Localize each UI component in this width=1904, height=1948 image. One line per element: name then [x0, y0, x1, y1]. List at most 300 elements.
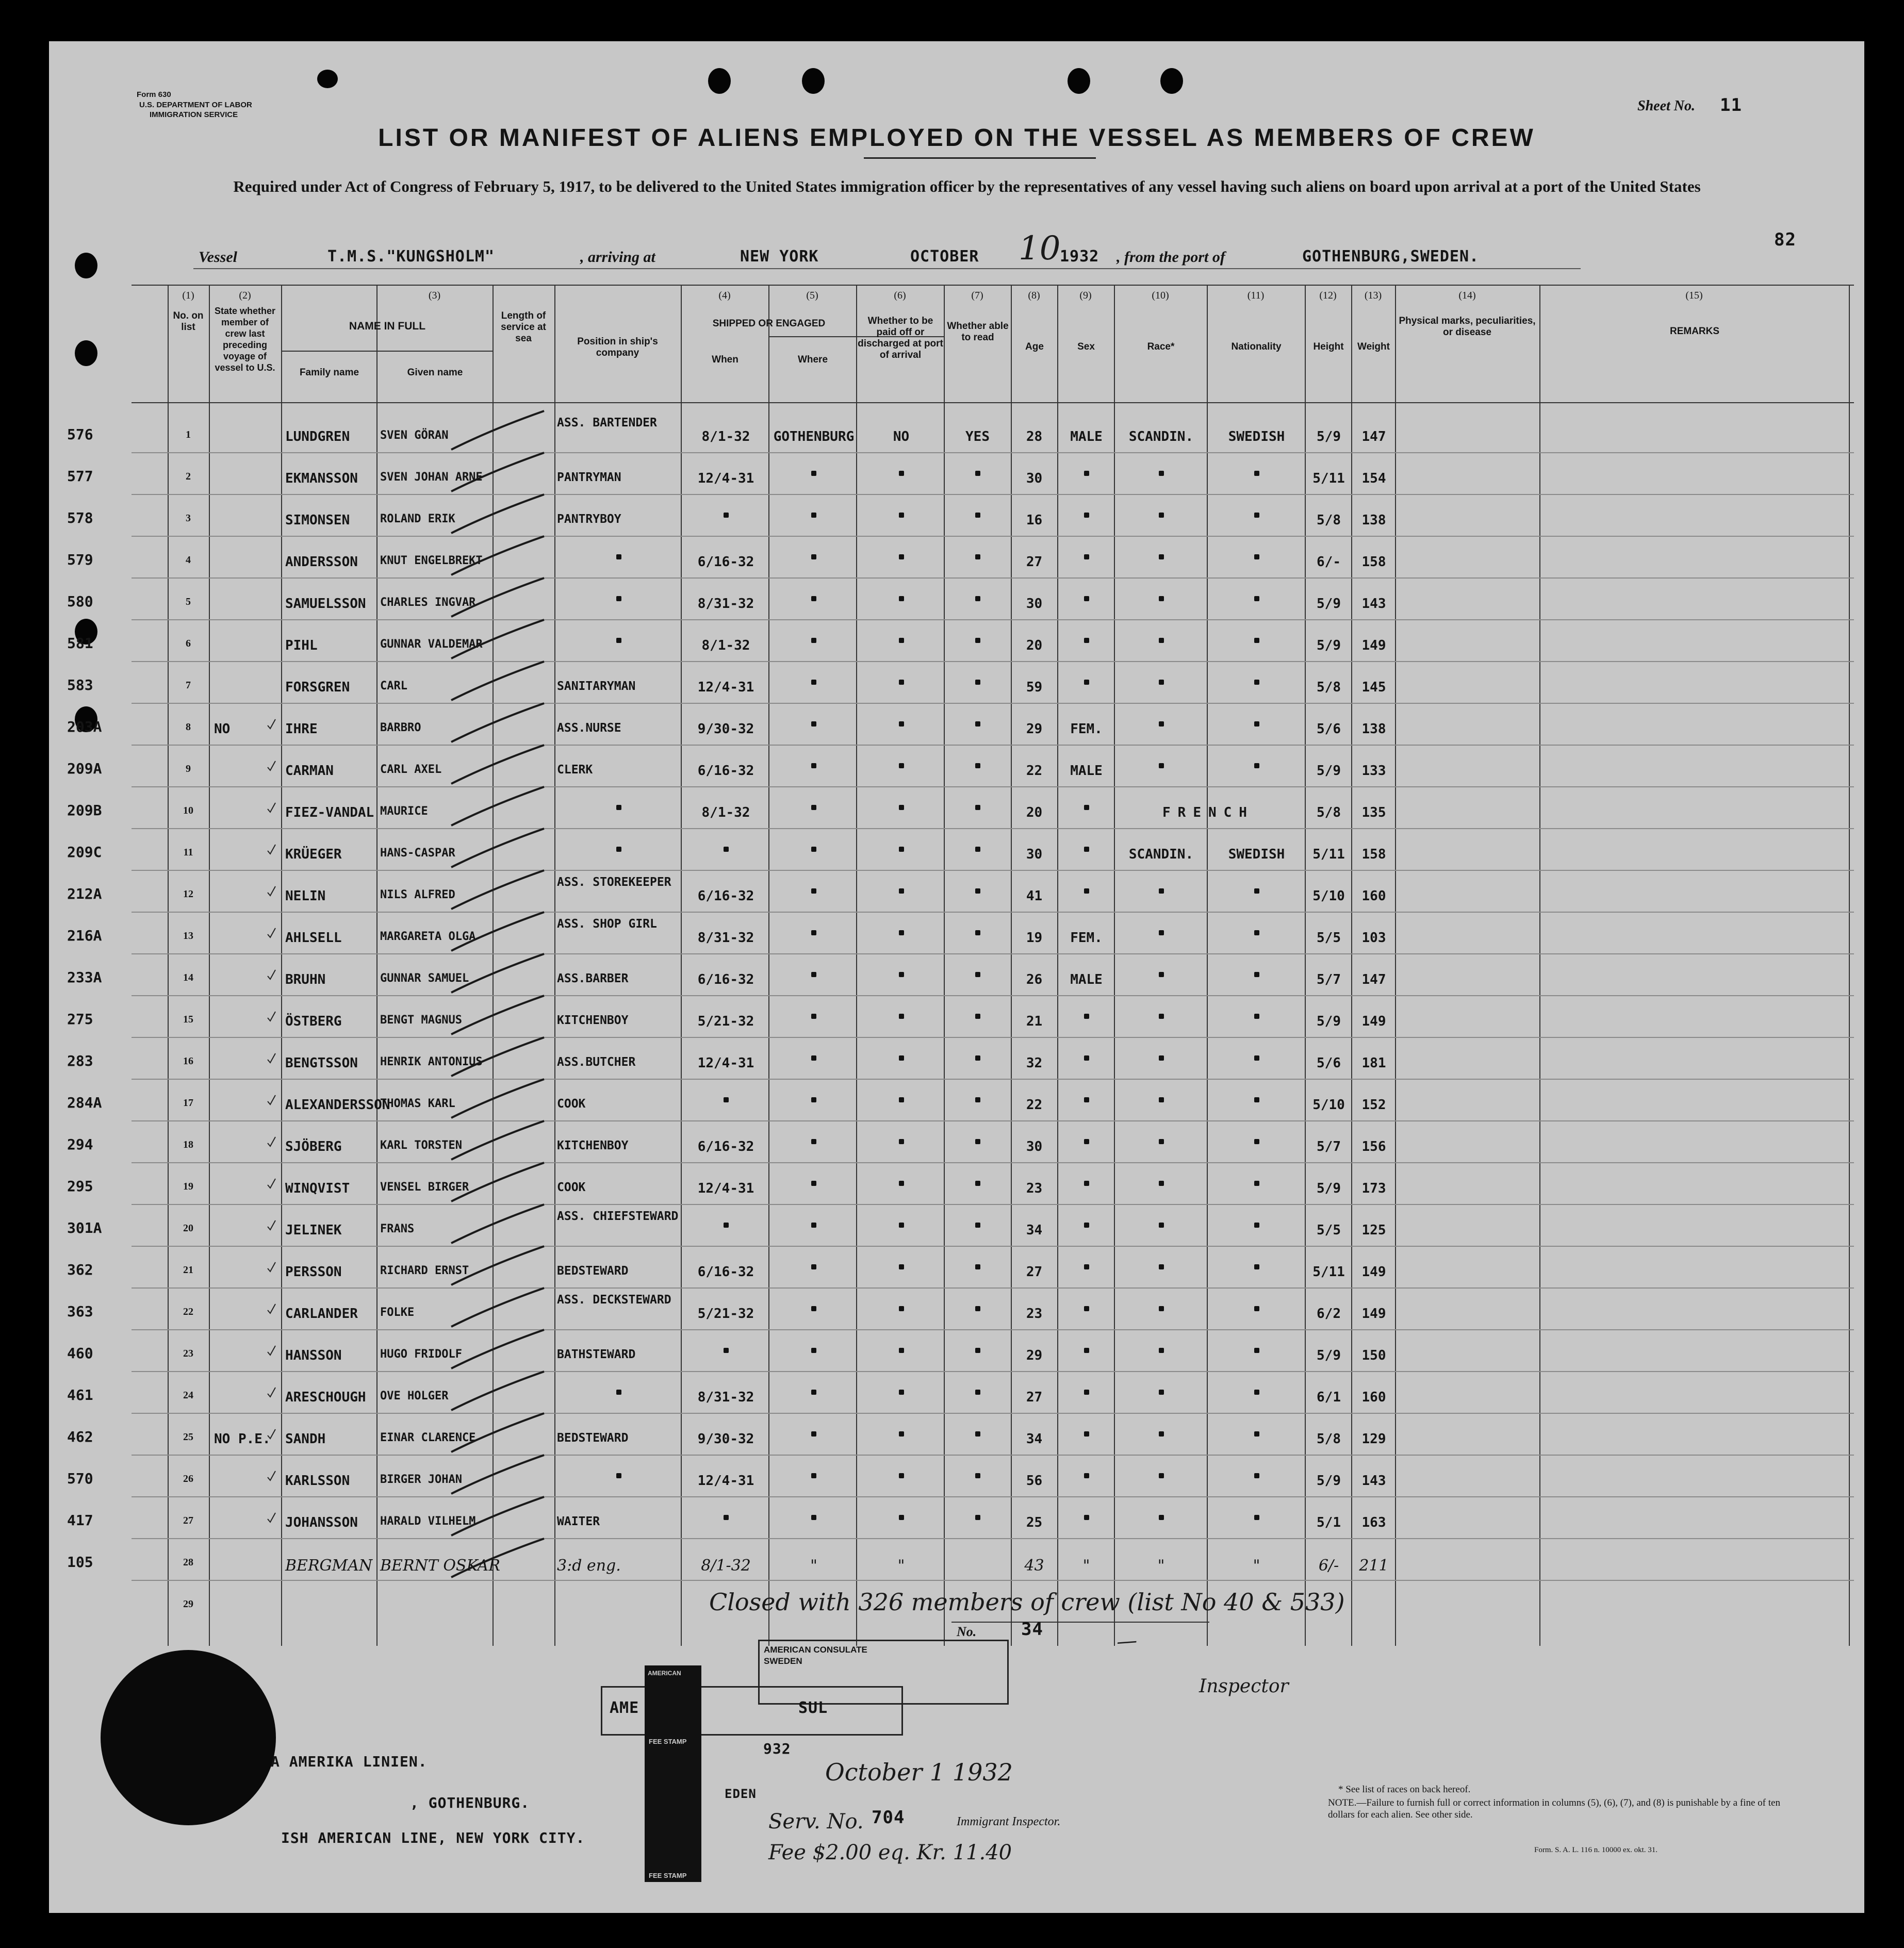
cell-when: 9/30-32: [697, 1431, 754, 1447]
cell-given: ROLAND ERIK: [380, 513, 455, 525]
cell-weight: 158: [1361, 554, 1386, 570]
table-row: [67, 1416, 1854, 1458]
ditto-mark: [811, 1431, 816, 1437]
cell-no: 28: [183, 1557, 193, 1568]
cell-height: 5/7: [1317, 1139, 1341, 1154]
cell-no: 1: [186, 429, 191, 440]
ditto-mark: [975, 1055, 980, 1061]
ditto-mark: [1254, 972, 1259, 977]
ditto-mark: [975, 1390, 980, 1395]
cell-no: 5: [186, 596, 191, 607]
ditto-mark: [975, 763, 980, 768]
cell-family: SJÖBERG: [285, 1139, 342, 1154]
check-stroke: [446, 1411, 549, 1457]
ditto-mark: [811, 930, 816, 935]
check-stroke: [446, 492, 549, 538]
cell-weight: 173: [1361, 1181, 1386, 1196]
check-stroke: [446, 910, 549, 956]
cell-race: SCANDIN.: [1128, 429, 1194, 444]
cell-age: 19: [1026, 930, 1043, 946]
table-row: [67, 414, 1854, 455]
col-head-shipped: SHIPPED OR ENGAGED: [712, 318, 826, 329]
page-number: 82: [1774, 229, 1796, 250]
cell-age: 27: [1026, 554, 1043, 570]
cell-position: KITCHENBOY: [557, 1014, 629, 1027]
fee-note: Fee $2.00 eq. Kr. 11.40: [768, 1841, 1012, 1864]
cell-height: 5/9: [1317, 1473, 1341, 1489]
check-stroke: [446, 1369, 549, 1415]
vessel-line-rule: [193, 268, 1581, 269]
cell-when: 8/31-32: [697, 596, 754, 612]
cell-height: 5/8: [1317, 1431, 1341, 1447]
cell-family: FIEZ-VANDAL: [285, 805, 374, 820]
entry-reference-number: 301A: [67, 1219, 102, 1236]
cell-sex: FEM.: [1070, 930, 1103, 946]
ditto-mark: [1159, 596, 1164, 601]
ditto-mark: [899, 721, 904, 727]
cell-when: 12/4-31: [697, 680, 754, 695]
cell-age: 34: [1026, 1223, 1043, 1238]
sheet-number: 11: [1720, 95, 1742, 115]
entry-reference-number: 209A: [67, 760, 102, 777]
ditto-mark: [811, 638, 816, 643]
ditto-mark: [1254, 1139, 1259, 1144]
cell-sex: MALE: [1070, 763, 1103, 779]
cell-position: ASS.NURSE: [557, 721, 621, 735]
arrival-day: 10: [1019, 229, 1061, 268]
table-row: [67, 998, 1854, 1040]
cell-position: ASS. DECKSTEWARD: [557, 1293, 671, 1307]
cell-weight: 125: [1361, 1223, 1386, 1238]
cell-given: SVEN GÖRAN: [380, 429, 449, 442]
check-mark: [267, 1386, 277, 1399]
col-num-1: (1): [182, 290, 194, 301]
ditto-mark: [1159, 638, 1164, 643]
ditto-mark: [724, 1097, 729, 1102]
ditto-mark: [1159, 513, 1164, 518]
cell-when: 8/1-32: [701, 1557, 751, 1575]
cell-no: 20: [183, 1223, 193, 1234]
entry-reference-number: 579: [67, 551, 93, 568]
crew-table: [67, 285, 1854, 1646]
table-row: [67, 1374, 1854, 1416]
cell-given: VENSEL BIRGER: [380, 1181, 469, 1194]
cell-height: 5/11: [1312, 847, 1345, 862]
check-stroke: [446, 1118, 549, 1165]
col-num-11: (11): [1247, 290, 1265, 301]
cell-no: 16: [183, 1055, 193, 1067]
cell-given: HANS-CASPAR: [380, 847, 455, 860]
ditto-mark: [1084, 1139, 1089, 1144]
cell-given: HARALD VILHELM: [380, 1515, 476, 1528]
table-row: [67, 581, 1854, 622]
cell-age: 23: [1026, 1181, 1043, 1196]
ditto-mark: [1159, 1097, 1164, 1102]
entry-reference-number: 203A: [67, 718, 102, 735]
cell-family: BENGTSSON: [285, 1055, 358, 1071]
cell-when: 12/4-31: [697, 471, 754, 486]
ditto-mark: [1159, 1264, 1164, 1269]
check-stroke: [446, 1494, 549, 1541]
ditto-mark: [975, 721, 980, 727]
cell-weight: 149: [1361, 1264, 1386, 1280]
cell-age: 27: [1026, 1264, 1043, 1280]
cell-height: 6/1: [1317, 1390, 1341, 1405]
ditto-mark: [975, 1515, 980, 1520]
vessel-label: Vessel: [199, 249, 237, 266]
ditto-mark: [975, 1348, 980, 1353]
cell-position: ASS. CHIEFSTEWARD: [557, 1210, 679, 1223]
cell-age: 20: [1026, 805, 1043, 820]
col-num-14: (14): [1458, 290, 1476, 301]
ditto-mark: [724, 847, 729, 852]
entry-reference-number: 581: [67, 635, 93, 652]
ditto-mark: [811, 847, 816, 852]
cell-when: 12/4-31: [697, 1473, 754, 1489]
cell-age: 21: [1026, 1014, 1043, 1029]
ditto-mark: [1084, 1264, 1089, 1269]
cell-weight: 133: [1361, 763, 1386, 779]
cell-age: 20: [1026, 638, 1043, 653]
cell-height: 6/-: [1317, 554, 1341, 570]
table-row: [67, 789, 1854, 831]
cell-position: PANTRYBOY: [557, 513, 621, 526]
cell-when: 6/16-32: [697, 1264, 754, 1280]
cell-height: 5/9: [1317, 429, 1341, 444]
ditto-mark: [1084, 847, 1089, 852]
fee-stamp-label-2: FEE STAMP: [649, 1872, 687, 1879]
table-row: [67, 1124, 1854, 1165]
consulate-name: AMERICAN CONSULATE: [764, 1645, 867, 1655]
closing-note: Closed with 326 members of crew (list No 40 & 533): [709, 1588, 1345, 1616]
ditto-mark: [1084, 1097, 1089, 1102]
cell-given: SVEN JOHAN ARNE: [380, 471, 483, 484]
ditto-mark: [975, 1223, 980, 1228]
table-row: [67, 664, 1854, 706]
cell-family: SAMUELSSON: [285, 596, 366, 612]
cell-position: ASS. BARTENDER: [557, 416, 657, 430]
cell-no: 4: [186, 554, 191, 566]
cell-family: BRUHN: [285, 972, 326, 987]
cell-given: GUNNAR VALDEMAR: [380, 638, 483, 651]
table-row: [67, 1040, 1854, 1082]
cell-position: ASS.BUTCHER: [557, 1055, 636, 1069]
col-head-race: Race*: [1147, 341, 1175, 352]
col-head-paid-off: Whether to be paid off or discharged at port of arrival: [858, 316, 943, 360]
ditto-mark: [1254, 1348, 1259, 1353]
check-mark: [267, 1470, 277, 1482]
ditto-mark: [1084, 888, 1089, 894]
ditto-mark: [975, 1264, 980, 1269]
entry-reference-number: 105: [67, 1554, 93, 1571]
cell-no: 8: [186, 721, 191, 733]
cell-position: BEDSTEWARD: [557, 1264, 629, 1278]
ditto-mark: [1254, 1014, 1259, 1019]
cell-sex: MALE: [1070, 972, 1103, 987]
cell-age: 26: [1026, 972, 1043, 987]
ditto-mark: [1254, 471, 1259, 476]
ditto-mark: [1254, 721, 1259, 727]
cell-family: WINQVIST: [285, 1181, 350, 1196]
ditto-mark: [811, 1264, 816, 1269]
title-underline: [864, 157, 1096, 159]
punch-hole: [1068, 68, 1090, 94]
list-number: 34: [1021, 1619, 1043, 1640]
list-number-label: No.: [957, 1624, 977, 1639]
cell-given: KNUT ENGELBREKT: [380, 554, 483, 567]
ditto-mark: [1254, 554, 1259, 559]
entry-reference-number: 209C: [67, 844, 102, 861]
table-row: [67, 1082, 1854, 1124]
table-row: [67, 873, 1854, 915]
from-label: , from the port of: [1117, 249, 1225, 266]
ditto-mark: [975, 1139, 980, 1144]
cell-family: PERSSON: [285, 1264, 342, 1280]
cell-weight: 160: [1361, 1390, 1386, 1405]
check-stroke: [446, 1202, 549, 1248]
cell-when: 8/1-32: [701, 429, 750, 444]
table-row: [67, 622, 1854, 664]
check-stroke: [446, 951, 549, 998]
ditto-mark: [899, 1264, 904, 1269]
check-stroke: [446, 534, 549, 580]
note-footnote: NOTE.—Failure to furnish full or correct information in columns (5), (6), (7), and (8) is punishable by a fine of ten dollars for each alien. See other side.: [1328, 1797, 1780, 1820]
cell-where: ": [810, 1557, 817, 1575]
check-stroke: [446, 450, 549, 497]
entry-reference-number: 362: [67, 1261, 93, 1278]
col-num-2: (2): [239, 290, 251, 301]
check-stroke: [446, 868, 549, 914]
ditto-mark: [975, 1014, 980, 1019]
company-line-1: A AMERIKA LINIEN.: [271, 1753, 428, 1770]
cell-position: SANITARYMAN: [557, 680, 636, 693]
cell-weight: 145: [1361, 680, 1386, 695]
ditto-mark: [1084, 1306, 1089, 1311]
ditto-mark: [1084, 1348, 1089, 1353]
cell-nat: ": [1253, 1557, 1260, 1575]
cell-age: 25: [1026, 1515, 1043, 1530]
ditto-mark: [975, 471, 980, 476]
cell-sex: MALE: [1070, 429, 1103, 444]
cell-weight: 129: [1361, 1431, 1386, 1447]
cell-given: BARBRO: [380, 721, 421, 734]
cell-age: 30: [1026, 1139, 1043, 1154]
ditto-mark: [1084, 1223, 1089, 1228]
ditto-mark: [899, 596, 904, 601]
cell-when: 8/31-32: [697, 1390, 754, 1405]
cell-when: 5/21-32: [697, 1014, 754, 1029]
cell-given: HENRIK ANTONIUS: [380, 1055, 483, 1068]
table-row: [67, 748, 1854, 789]
cell-no: 24: [183, 1390, 193, 1401]
cell-height: 5/8: [1317, 680, 1341, 695]
cell-no: 6: [186, 638, 191, 649]
ditto-mark: [811, 1139, 816, 1144]
ditto-mark: [1159, 972, 1164, 977]
table-row: [67, 497, 1854, 539]
check-stroke: [446, 1160, 549, 1207]
cell-family: CARMAN: [285, 763, 334, 779]
ditto-mark: [811, 1390, 816, 1395]
check-mark: [267, 1094, 277, 1107]
cell-age: 41: [1026, 888, 1043, 904]
col-num-15: (15): [1685, 290, 1703, 301]
cell-height: 5/8: [1317, 513, 1341, 528]
form-number: Form 630: [137, 90, 171, 99]
cell-height: 5/7: [1317, 972, 1341, 987]
ditto-mark: [811, 805, 816, 810]
cell-family: FORSGREN: [285, 680, 350, 695]
cell-position: ASS. SHOP GIRL: [557, 917, 657, 931]
cell-when: 6/16-32: [697, 972, 754, 987]
ditto-mark: [1254, 596, 1259, 601]
ditto-mark: [899, 763, 904, 768]
check-mark: [267, 1178, 277, 1190]
cell-weight: 147: [1361, 429, 1386, 444]
service-name: IMMIGRATION SERVICE: [150, 110, 238, 119]
table-row: [67, 1499, 1854, 1541]
check-stroke: [446, 659, 549, 705]
ditto-mark: [616, 554, 621, 559]
entry-reference-number: 461: [67, 1386, 93, 1404]
cell-height: 5/1: [1317, 1515, 1341, 1530]
col-head-service: Length of service at sea: [501, 310, 546, 344]
punch-hole: [802, 68, 825, 94]
ditto-mark: [975, 554, 980, 559]
cell-weight: 135: [1361, 805, 1386, 820]
sheet-label: Sheet No.: [1637, 98, 1695, 114]
entry-reference-number: 233A: [67, 969, 102, 986]
ditto-mark: [811, 1223, 816, 1228]
ditto-mark: [1159, 1473, 1164, 1478]
ditto-mark: [616, 1473, 621, 1478]
col-num-5: (5): [806, 290, 818, 301]
ditto-mark: [899, 1473, 904, 1478]
cell-no: 2: [186, 471, 191, 482]
cell-weight: 152: [1361, 1097, 1386, 1113]
punch-hole: [708, 68, 731, 94]
ditto-mark: [811, 1306, 816, 1311]
cell-age: 59: [1026, 680, 1043, 695]
cell-height: 5/5: [1317, 930, 1341, 946]
entry-reference-number: 363: [67, 1303, 93, 1320]
ditto-mark: [899, 1097, 904, 1102]
col-head-weight: Weight: [1357, 341, 1390, 352]
ditto-mark: [616, 638, 621, 643]
cell-weight: 103: [1361, 930, 1386, 946]
entry-reference-number: 580: [67, 593, 93, 610]
col-head-given: Given name: [407, 367, 463, 378]
cell-age: 29: [1026, 721, 1043, 737]
ditto-mark: [616, 1390, 621, 1395]
col-head-nationality: Nationality: [1231, 341, 1282, 352]
cell-given: BENGT MAGNUS: [380, 1014, 462, 1027]
cell-given: EINAR CLARENCE: [380, 1431, 476, 1444]
check-stroke: [446, 408, 549, 455]
col-head-family: Family name: [299, 367, 359, 378]
entry-reference-number: 583: [67, 676, 93, 694]
cell-weight: 147: [1361, 972, 1386, 987]
check-stroke: [446, 784, 549, 831]
ditto-mark: [811, 680, 816, 685]
col-head-name: NAME IN FULL: [349, 320, 426, 332]
cell-height: 5/10: [1312, 888, 1345, 904]
cell-when: 6/16-32: [697, 763, 754, 779]
cell-when: 9/30-32: [697, 721, 754, 737]
cell-family: IHRE: [285, 721, 318, 737]
ditto-mark: [811, 1348, 816, 1353]
ditto-mark: [1159, 554, 1164, 559]
cell-family: ALEXANDERSSON: [285, 1097, 390, 1113]
cell-weight: 211: [1359, 1557, 1389, 1575]
consulate-fragment: AME: [610, 1699, 639, 1717]
ditto-mark: [724, 1515, 729, 1520]
ditto-mark: [1084, 513, 1089, 518]
cell-family: ÖSTBERG: [285, 1014, 342, 1029]
ditto-mark: [1159, 930, 1164, 935]
ditto-mark: [724, 1348, 729, 1353]
cell-height: 6/2: [1317, 1306, 1341, 1322]
cell-given: BIRGER JOHAN: [380, 1473, 462, 1486]
cell-no: 21: [183, 1264, 193, 1276]
ditto-mark: [1084, 1473, 1089, 1478]
inspector-label: Immigrant Inspector.: [957, 1815, 1061, 1828]
cell-no: 18: [183, 1139, 193, 1150]
col-head-where: Where: [797, 354, 828, 365]
cell-weight: 154: [1361, 471, 1386, 486]
cell-family: LUNDGREN: [285, 429, 350, 444]
col-num-4: (4): [718, 290, 731, 301]
table-top-rule: [132, 285, 1854, 286]
check-mark: [267, 1512, 277, 1524]
punch-hole: [75, 340, 97, 366]
ditto-mark: [724, 513, 729, 518]
ditto-mark: [1254, 1264, 1259, 1269]
cell-no: 9: [186, 763, 191, 774]
cell-position: BEDSTEWARD: [557, 1431, 629, 1445]
check-mark: [267, 802, 277, 814]
table-row: [67, 1458, 1854, 1499]
cell-age: 56: [1026, 1473, 1043, 1489]
cell-weight: 160: [1361, 888, 1386, 904]
arriving-label: , arriving at: [580, 249, 655, 266]
entry-reference-number: 284A: [67, 1094, 102, 1111]
cell-when: 6/16-32: [697, 888, 754, 904]
col-head-position: Position in ship's company: [577, 336, 658, 358]
ditto-mark: [811, 554, 816, 559]
ditto-mark: [1084, 805, 1089, 810]
ditto-mark: [1254, 513, 1259, 518]
cell-when: 12/4-31: [697, 1181, 754, 1196]
col-num-10: (10): [1152, 290, 1169, 301]
table-row: [67, 539, 1854, 581]
cell-given: MARGARETA OLGA: [380, 930, 476, 943]
fee-stamp-label: FEE STAMP: [649, 1738, 687, 1745]
ditto-mark: [1254, 930, 1259, 935]
cell-weight: 156: [1361, 1139, 1386, 1154]
cell-height: 5/9: [1317, 1181, 1341, 1196]
col-num-13: (13): [1364, 290, 1382, 301]
check-mark: [267, 969, 277, 981]
col-head-when: When: [712, 354, 738, 365]
ditto-mark: [1254, 1055, 1259, 1061]
check-mark: [267, 760, 277, 772]
cell-nat: SWEDISH: [1228, 429, 1285, 444]
ditto-mark: [899, 1014, 904, 1019]
cell-when: 8/1-32: [701, 638, 750, 653]
cell-weight: 138: [1361, 721, 1386, 737]
table-row: [67, 706, 1854, 748]
